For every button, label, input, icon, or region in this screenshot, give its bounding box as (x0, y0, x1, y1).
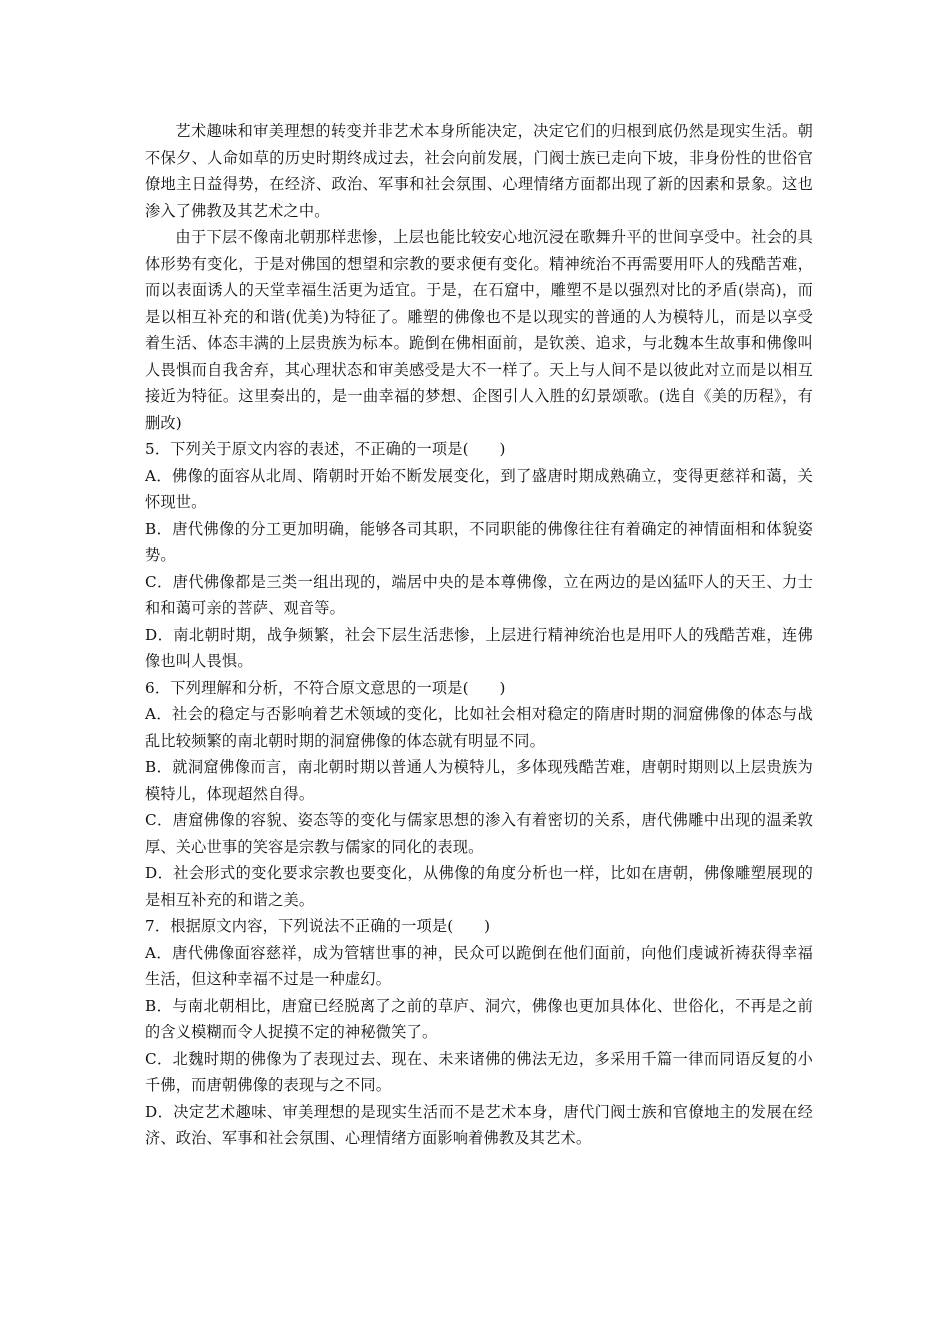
option-a: A．佛像的面容从北周、隋朝时开始不断发展变化，到了盛唐时期成熟确立，变得更慈祥和蔼，关怀现世。 (145, 466, 813, 511)
question-stem: 6．下列理解和分析，不符合原文意思的一项是( ) (145, 678, 506, 697)
question-6 (145, 675, 813, 914)
option-c: C．唐代佛像都是三类一组出现的，端居中央的是本尊佛像，立在两边的是凶猛吓人的天王、力士和和蔼可亲的菩萨、观音等。 (145, 572, 813, 617)
option-d: D．南北朝时期，战争频繁，社会下层生活悲惨，上层进行精神统治也是用吓人的残酷苦难，连佛像也叫人畏惧。 (145, 625, 813, 670)
option-b: B．唐代佛像的分工更加明确，能够各司其职，不同职能的佛像往往有着确定的神情面相和体貌姿势。 (145, 519, 813, 564)
option-d: D．决定艺术趣味、审美理想的是现实生活而不是艺术本身，唐代门阀士族和官僚地主的发展在经济、政治、军事和社会氛围、心理情绪方面影响着佛教及其艺术。 (145, 1102, 813, 1147)
question-5 (145, 436, 813, 675)
question-stem: 5．下列关于原文内容的表述，不正确的一项是( ) (145, 440, 506, 458)
passage-paragraph-1: 艺术趣味和审美理想的转变并非艺术本身所能决定，决定它们的归根到底仍然是现实生活。朝不保夕、人命如草的历史时期终成过去，社会向前发展，门阀士族已走向下坡，非身份性的世俗官僚地主日益得势，在经济、政治、军事和社会氛围、心理情绪方面都出现了新的因素和景象。这也渗入了佛教及其艺术之中。 (145, 122, 813, 220)
option-b: B．就洞窟佛像而言，南北朝时期以普通人为模特儿，多体现残酷苦难，唐朝时期则以上层贵族为模特儿，体现超然自得。 (145, 758, 813, 803)
question-7 (145, 913, 813, 1152)
option-a: A．社会的稳定与否影响着艺术领域的变化，比如社会相对稳定的隋唐时期的洞窟佛像的体态与战乱比较频繁的南北朝时期的洞窟佛像的体态就有明显不同。 (145, 705, 813, 750)
passage-paragraph-2: 由于下层不像南北朝那样悲惨，上层也能比较安心地沉浸在歌舞升平的世间享受中。社会的具体形势有变化，于是对佛国的想望和宗教的要求便有变化。精神统治不再需要用吓人的残酷苦难，而以表面诱人的天堂幸福生活更为适宜。于是，在石窟中，雕塑不是以强烈对比的矛盾(崇高)，而是以相互补充的和谐(优美)为特征了。雕塑的佛像也不是以现实的普通的人为模特儿，而是以享受着生活、体态丰满的上层贵族为标本。跪倒在佛相面前，是钦羡、追求，与北魏本生故事和佛像叫人畏惧而自我舍弃，其心理状态和审美感受是大不一样了。天上与人间不是以彼此对立而是以相互接近为特征。这里奏出的，是一曲幸福的梦想、企图引人入胜的幻景颂歌。(选自《美的历程》，有删改) (145, 228, 813, 432)
option-b: B．与南北朝相比，唐窟已经脱离了之前的草庐、洞穴，佛像也更加具体化、世俗化，不再是之前的含义模糊而令人捉摸不定的神秘微笑了。 (145, 996, 813, 1041)
reading-passage (145, 118, 813, 436)
option-c: C．北魏时期的佛像为了表现过去、现在、未来诸佛的佛法无边，多采用千篇一律而同语反复的小千佛，而唐朝佛像的表现与之不同。 (145, 1049, 813, 1094)
option-c: C．唐窟佛像的容貌、姿态等的变化与儒家思想的渗入有着密切的关系，唐代佛雕中出现的温柔敦厚、关心世事的笑容是宗教与儒家的同化的表现。 (145, 811, 813, 856)
option-d: D．社会形式的变化要求宗教也要变化，从佛像的角度分析也一样，比如在唐朝，佛像雕塑展现的是相互补充的和谐之美。 (145, 864, 813, 909)
option-a: A．唐代佛像面容慈祥，成为管辖世事的神，民众可以跪倒在他们面前，向他们虔诚祈祷获得幸福生活，但这种幸福不过是一种虚幻。 (145, 943, 813, 988)
question-stem: 7．根据原文内容，下列说法不正确的一项是( ) (145, 917, 491, 935)
document-page (145, 118, 813, 1152)
